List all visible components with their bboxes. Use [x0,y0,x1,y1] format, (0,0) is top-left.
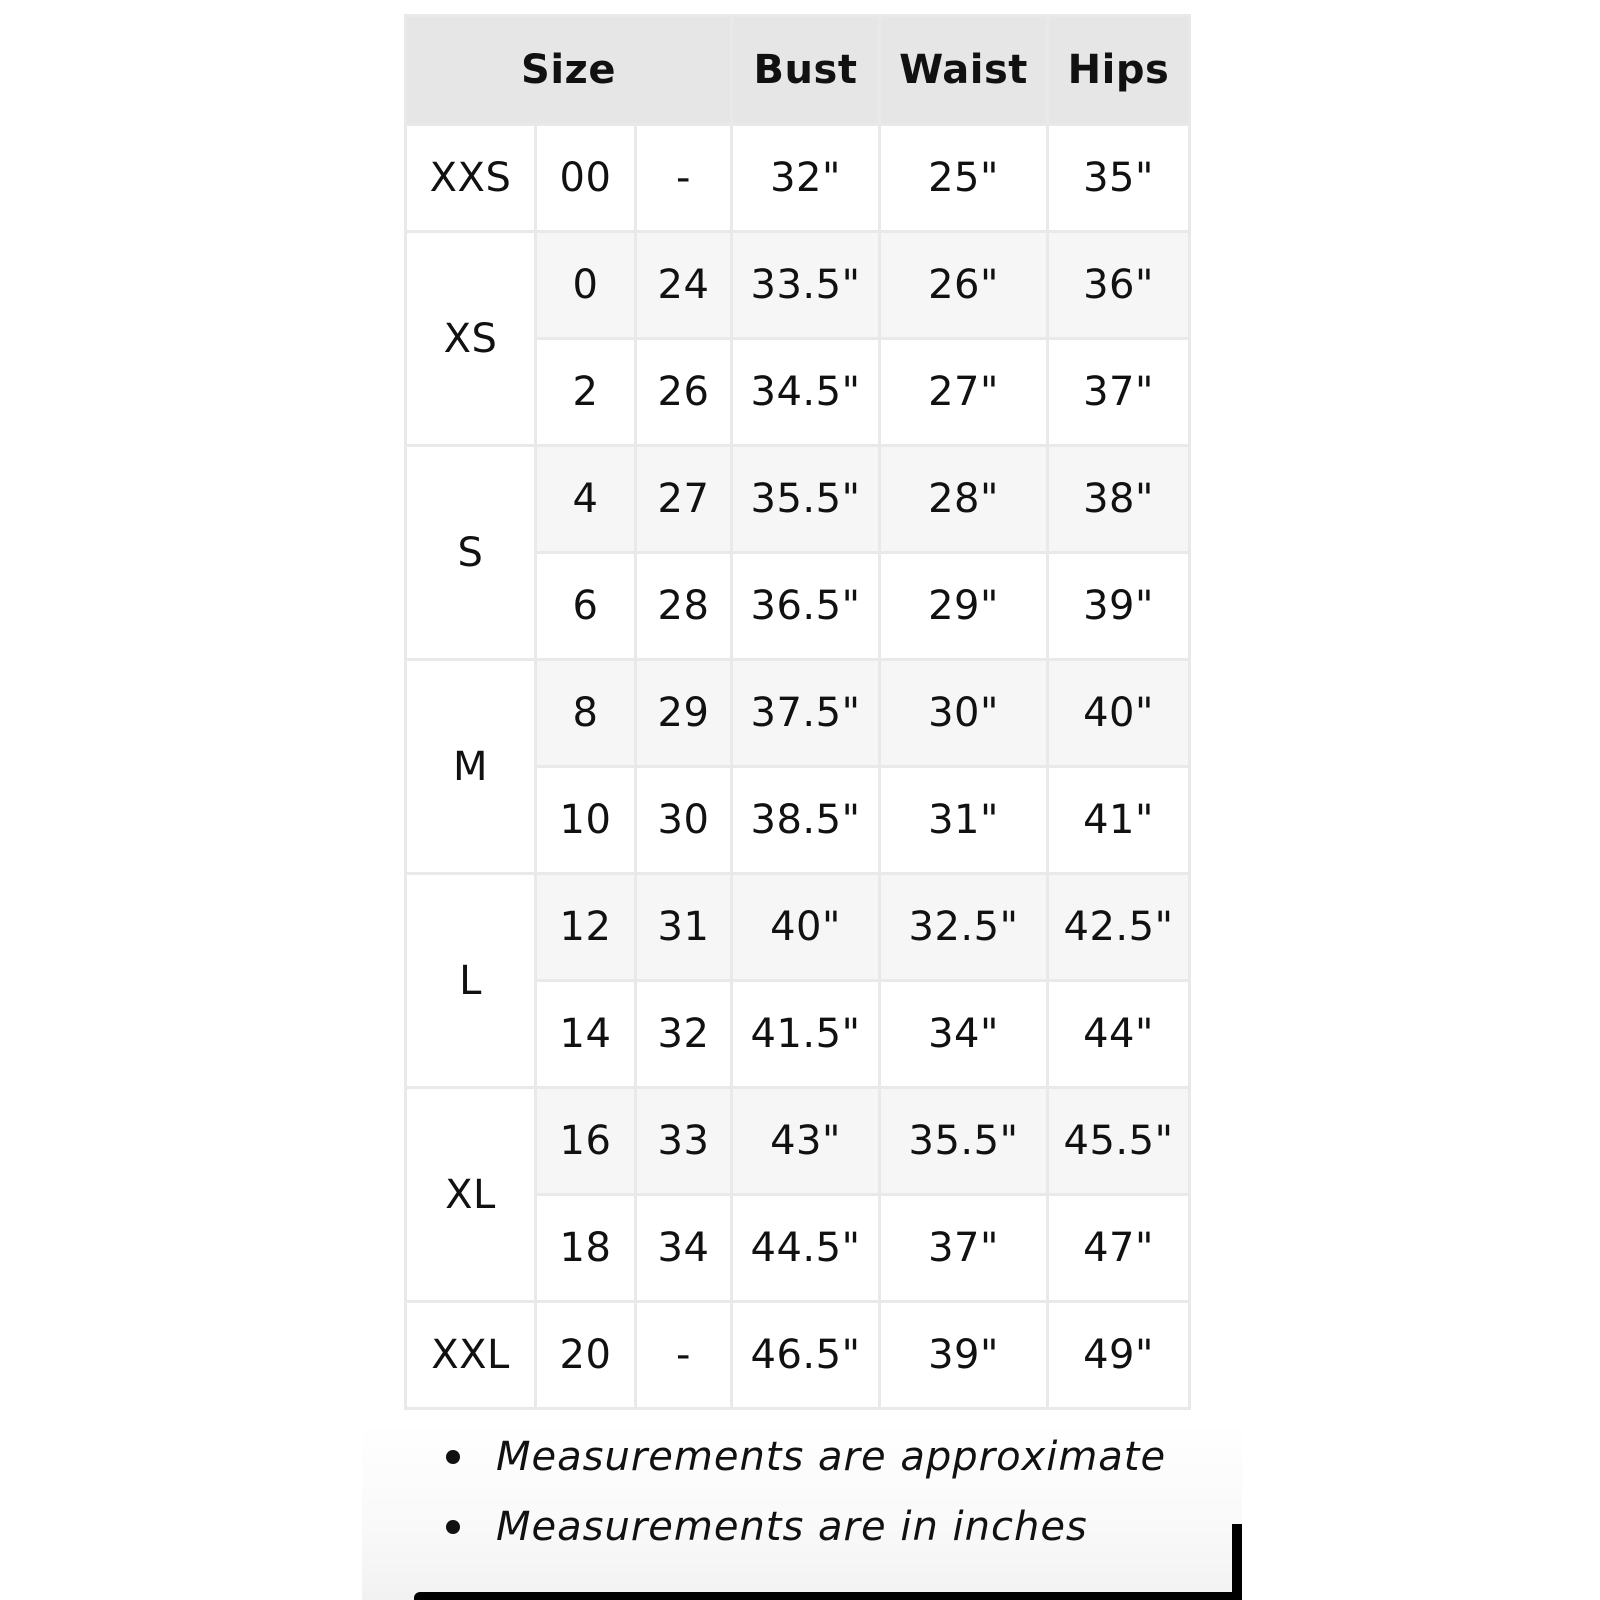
header-waist: Waist [880,16,1048,125]
size-chart-table [404,14,1191,1410]
hips-cell: 37" [1048,339,1190,446]
size-number-cell: 20 [536,1302,636,1409]
size-alt-cell: - [636,125,732,232]
size-letter-cell: XXS [406,125,536,232]
hips-cell: 44" [1048,981,1190,1088]
size-alt-cell: 31 [636,874,732,981]
hips-cell: 40" [1048,660,1190,767]
measurement-notes [362,1422,1242,1600]
bust-cell: 43" [732,1088,880,1195]
hips-cell: 39" [1048,553,1190,660]
bust-cell: 33.5" [732,232,880,339]
bust-cell: 32" [732,125,880,232]
hips-cell: 38" [1048,446,1190,553]
waist-cell: 35.5" [880,1088,1048,1195]
size-letter-cell: XS [406,232,536,446]
size-number-cell: 2 [536,339,636,446]
table-row [406,874,1190,981]
waist-cell: 29" [880,553,1048,660]
size-alt-cell: 34 [636,1195,732,1302]
header-bust: Bust [732,16,880,125]
bust-cell: 34.5" [732,339,880,446]
bust-cell: 46.5" [732,1302,880,1409]
size-letter-cell: M [406,660,536,874]
waist-cell: 27" [880,339,1048,446]
notes-list [362,1422,1242,1562]
size-number-cell: 6 [536,553,636,660]
size-number-cell: 10 [536,767,636,874]
hips-cell: 45.5" [1048,1088,1190,1195]
waist-cell: 39" [880,1302,1048,1409]
bust-cell: 35.5" [732,446,880,553]
size-alt-cell: 24 [636,232,732,339]
hips-cell: 35" [1048,125,1190,232]
size-alt-cell: 27 [636,446,732,553]
header-row [406,16,1190,125]
size-alt-cell: 32 [636,981,732,1088]
waist-cell: 34" [880,981,1048,1088]
frame-edge-bottom [414,1592,1242,1600]
hips-cell: 36" [1048,232,1190,339]
size-alt-cell: 29 [636,660,732,767]
size-number-cell: 16 [536,1088,636,1195]
note-text: Measurements are approximate [496,1434,1167,1480]
bust-cell: 40" [732,874,880,981]
list-item [362,1492,1242,1562]
waist-cell: 25" [880,125,1048,232]
size-number-cell: 14 [536,981,636,1088]
bust-cell: 41.5" [732,981,880,1088]
size-letter-cell: L [406,874,536,1088]
size-alt-cell: 30 [636,767,732,874]
table-row [406,446,1190,553]
header-hips: Hips [1048,16,1190,125]
note-text: Measurements are in inches [496,1504,1088,1550]
bullet-icon [446,1450,460,1464]
hips-cell: 42.5" [1048,874,1190,981]
waist-cell: 31" [880,767,1048,874]
waist-cell: 30" [880,660,1048,767]
table-row [406,1088,1190,1195]
size-letter-cell: XL [406,1088,536,1302]
size-number-cell: 0 [536,232,636,339]
header-size: Size [406,16,732,125]
size-alt-cell: - [636,1302,732,1409]
bullet-icon [446,1520,460,1534]
size-letter-cell: S [406,446,536,660]
table-row [406,232,1190,339]
hips-cell: 41" [1048,767,1190,874]
hips-cell: 49" [1048,1302,1190,1409]
bust-cell: 37.5" [732,660,880,767]
size-alt-cell: 26 [636,339,732,446]
size-number-cell: 18 [536,1195,636,1302]
hips-cell: 47" [1048,1195,1190,1302]
table-row [406,1302,1190,1409]
waist-cell: 37" [880,1195,1048,1302]
bust-cell: 38.5" [732,767,880,874]
waist-cell: 32.5" [880,874,1048,981]
bust-cell: 36.5" [732,553,880,660]
size-number-cell: 12 [536,874,636,981]
table-row [406,660,1190,767]
size-alt-cell: 33 [636,1088,732,1195]
waist-cell: 28" [880,446,1048,553]
list-item [362,1422,1242,1492]
size-number-cell: 00 [536,125,636,232]
size-number-cell: 8 [536,660,636,767]
frame-edge-right [1232,1524,1242,1600]
size-letter-cell: XXL [406,1302,536,1409]
table-row [406,125,1190,232]
waist-cell: 26" [880,232,1048,339]
bust-cell: 44.5" [732,1195,880,1302]
size-alt-cell: 28 [636,553,732,660]
size-number-cell: 4 [536,446,636,553]
